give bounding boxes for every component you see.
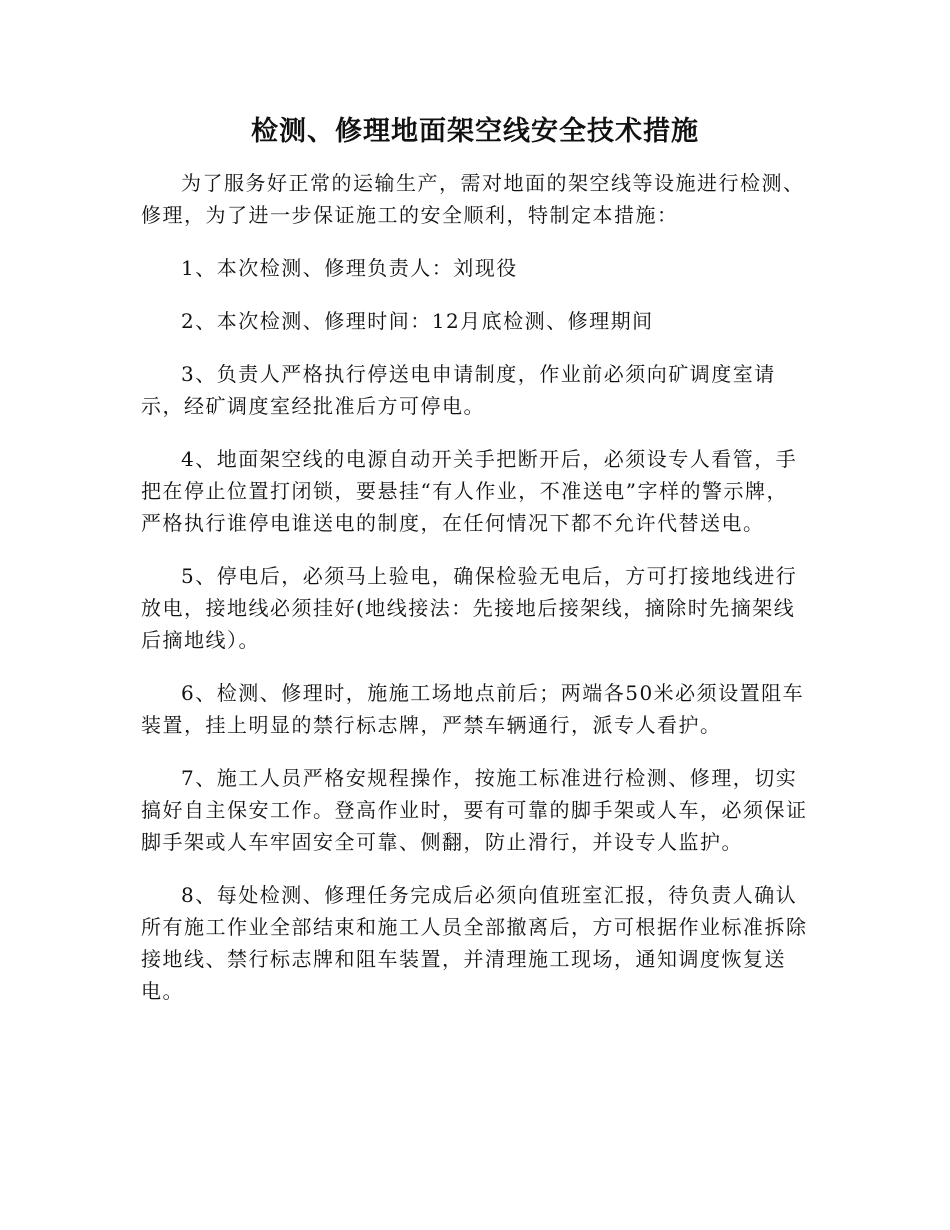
intro-paragraph: 为了服务好正常的运输生产，需对地面的架空线等设施进行检测、修理，为了进一步保证施工的安全顺利，特制定本措施：	[141, 171, 805, 227]
document-title: 检测、修理地面架空线安全技术措施	[251, 116, 699, 147]
item-7-operation-rules: 7、施工人员严格安规程操作，按施工标准进行检测、修理，切实搞好自主保安工作。登高作业时，要有可靠的脚手架或人车，必须保证脚手架或人车牢固安全可靠、侧翻，防止滑行，并设专人监护。	[141, 766, 808, 854]
document-body	[141, 167, 809, 1028]
item-6-vehicle-barrier: 6、检测、修理时，施施工场地点前后；两端各50米必须设置阻车装置，挂上明显的禁行标志牌，严禁车辆通行，派专人看护。	[141, 681, 805, 737]
item-3-power-request: 3、负责人严格执行停送电申请制度，作业前必须向矿调度室请示，经矿调度室经批准后方可停电。	[141, 362, 776, 418]
item-1-responsible-person: 1、本次检测、修理负责人：刘现役	[181, 256, 518, 280]
item-8-completion-report: 8、每处检测、修理任务完成后必须向值班室汇报，待负责人确认所有施工作业全部结束和施工人员全部撤离后，方可根据作业标准拆除接地线、禁行标志牌和阻车装置，并清理施工现场，通知调度恢复送电。	[141, 883, 808, 1003]
item-5-grounding: 5、停电后，必须马上验电，确保检验无电后，方可打接地线进行放电，接地线必须挂好(地线接法：先接地后接架线，摘除时先摘架线后摘地线）。	[141, 564, 798, 652]
item-4-switch-lockout: 4、地面架空线的电源自动开关手把断开后，必须设专人看管，手把在停止位置打闭锁，要悬挂“有人作业，不准送电”字样的警示牌，严格执行谁停电谁送电的制度，在任何情况下都不允许代替送电。	[141, 447, 798, 535]
item-2-schedule: 2、本次检测、修理时间：12月底检测、修理期间	[181, 309, 654, 333]
